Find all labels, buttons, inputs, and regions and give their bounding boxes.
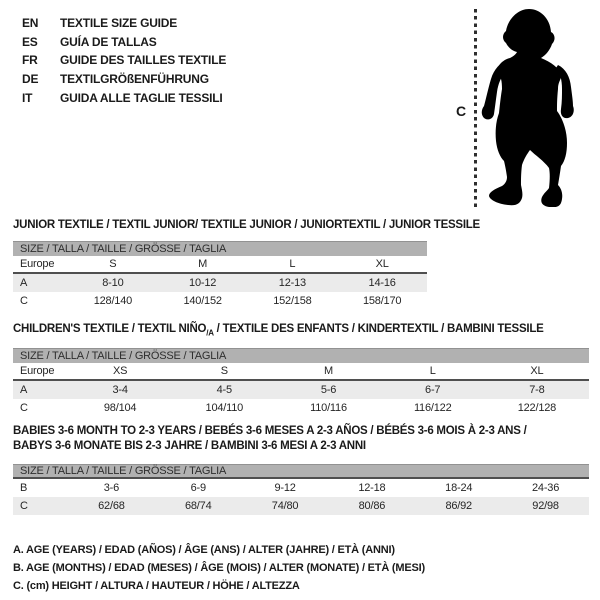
size-cell: XL [530, 365, 544, 378]
age-cell: 18-24 [445, 482, 473, 494]
height-cell: 128/140 [93, 295, 133, 307]
lang-code: FR [22, 53, 38, 68]
childrens-section [13, 322, 589, 417]
height-cell: 62/68 [98, 500, 125, 512]
height-cell: 74/80 [271, 500, 299, 512]
babies-title-line1: BABIES 3-6 MONTH TO 2-3 YEARS / BEBÉS 3-6 MESES A 2-3 AÑOS / BÉBÉS 3-6 MOIS À 2-3 ANS / [13, 425, 527, 437]
row-label: A [20, 384, 28, 397]
region-label: Europe [20, 258, 55, 270]
size-cell: L [289, 258, 296, 270]
lang-row-de [22, 72, 226, 87]
lang-code: IT [22, 90, 33, 105]
row-label: C [20, 500, 28, 512]
childrens-age-row [13, 381, 589, 399]
height-cell: 152/158 [273, 295, 312, 307]
footnote-b: B. AGE (MONTHS) / EDAD (MESES) / ÂGE (MOIS) / ALTER (MONATE) / ETÀ (MESI) [13, 562, 425, 574]
height-cell: 116/122 [413, 402, 452, 415]
language-title-list [22, 16, 226, 109]
lang-title: TEXTILE SIZE GUIDE [60, 16, 178, 30]
age-cell: 3-4 [112, 384, 128, 397]
toddler-silhouette-icon [478, 7, 578, 207]
height-figure [452, 5, 598, 215]
babies-age-row [13, 479, 589, 497]
row-label: C [20, 402, 28, 415]
age-cell: 12-13 [278, 277, 306, 289]
height-cell: 68/74 [184, 500, 212, 512]
height-label-c: C [456, 103, 467, 119]
age-cell: 3-6 [103, 482, 120, 494]
age-cell: 4-5 [216, 384, 232, 397]
row-label: B [20, 482, 28, 494]
age-cell: 10-12 [189, 277, 217, 289]
size-cell: XL [375, 258, 389, 270]
childrens-table [13, 348, 589, 417]
age-cell: 14-16 [368, 277, 396, 289]
childrens-title-suffix: / TEXTILE DES ENFANTS / KINDERTEXTIL / BAMBINI TESSILE [213, 323, 544, 335]
size-header-bar: SIZE / TALLA / TAILLE / GRÖSSE / TAGLIA [13, 241, 427, 256]
height-cell: 140/152 [183, 295, 222, 307]
junior-age-row [13, 274, 427, 292]
babies-table [13, 464, 589, 515]
lang-code: DE [22, 72, 39, 87]
lang-row-en [22, 16, 226, 31]
lang-row-fr [22, 53, 226, 68]
age-cell: 7-8 [529, 384, 545, 397]
footnote-legend [13, 541, 425, 595]
babies-height-row [13, 497, 589, 515]
footnote-c: C. (cm) HEIGHT / ALTURA / HAUTEUR / HÖHE / ALTEZZA [13, 580, 300, 592]
junior-region-row [13, 256, 427, 274]
childrens-title-sub: /A [206, 328, 214, 338]
junior-height-row [13, 292, 427, 310]
height-cell: 158/170 [362, 295, 402, 307]
row-label: A [20, 277, 28, 289]
size-header-bar: SIZE / TALLA / TAILLE / GRÖSSE / TAGLIA [13, 348, 589, 363]
lang-code: ES [22, 34, 38, 49]
size-cell: M [324, 365, 333, 378]
size-cell: M [198, 258, 208, 270]
size-cell: S [109, 258, 117, 270]
age-cell: 5-6 [320, 384, 337, 397]
age-cell: 9-12 [274, 482, 296, 494]
row-label: C [20, 295, 28, 307]
childrens-region-row [13, 363, 589, 381]
size-cell: S [220, 365, 228, 378]
footnote-a: A. AGE (YEARS) / EDAD (AÑOS) / ÂGE (ANS) / ALTER (JAHRE) / ETÀ (ANNI) [13, 544, 395, 556]
age-cell: 6-9 [190, 482, 206, 494]
lang-row-it [22, 91, 226, 106]
height-cell: 86/92 [445, 500, 472, 512]
age-cell: 24-36 [531, 482, 560, 494]
height-cell: 98/104 [103, 402, 137, 415]
lang-title: GUIDA ALLE TAGLIE TESSILI [60, 90, 223, 105]
height-cell: 80/86 [358, 500, 386, 512]
height-cell: 110/116 [310, 402, 347, 415]
childrens-title-prefix: CHILDREN'S TEXTILE / TEXTIL NIÑO [13, 323, 207, 335]
babies-title [13, 424, 589, 454]
lang-row-es [22, 35, 226, 50]
childrens-title [13, 322, 589, 340]
lang-title: GUIDE DES TAILLES TEXTILE [60, 53, 227, 68]
height-measure-line [474, 9, 477, 207]
childrens-height-row [13, 399, 589, 417]
height-cell: 92/98 [532, 500, 559, 512]
region-label: Europe [20, 365, 55, 378]
junior-table [13, 241, 427, 310]
lang-title: GUÍA DE TALLAS [60, 34, 157, 49]
babies-title-line2: BABYS 3-6 MONATE BIS 2-3 JAHRE / BAMBINI 3-6 MESI A 2-3 ANNI [13, 440, 366, 452]
age-cell: 12-18 [358, 482, 386, 494]
lang-title: TEXTILGRÖßENFÜHRUNG [60, 72, 209, 87]
height-cell: 122/128 [517, 402, 557, 415]
size-header-bar: SIZE / TALLA / TAILLE / GRÖSSE / TAGLIA [13, 464, 589, 479]
junior-section [13, 218, 480, 310]
age-cell: 8-10 [102, 277, 124, 289]
junior-title: JUNIOR TEXTILE / TEXTIL JUNIOR/ TEXTILE JUNIOR / JUNIORTEXTIL / JUNIOR TESSILE [13, 219, 480, 231]
size-cell: XS [112, 365, 128, 378]
height-cell: 104/110 [205, 402, 244, 415]
size-cell: L [429, 365, 436, 378]
babies-section [13, 424, 589, 515]
age-cell: 6-7 [425, 384, 441, 397]
lang-code: EN [22, 16, 39, 30]
